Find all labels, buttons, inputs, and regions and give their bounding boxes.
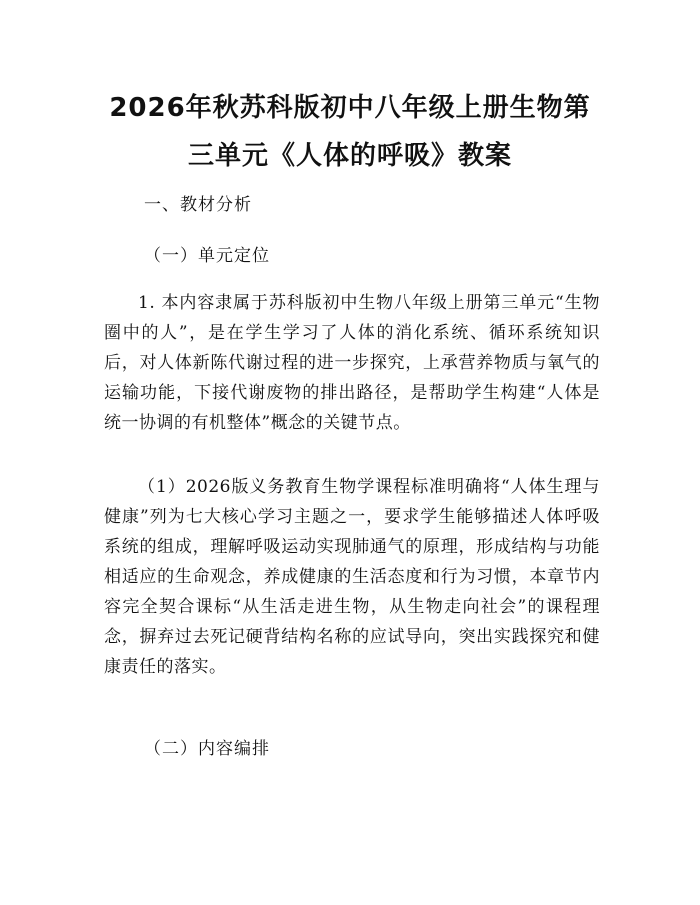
document-title: 2026年秋苏科版初中八年级上册生物第三单元《人体的呼吸》教案 (109, 93, 591, 171)
paragraph-curriculum-standard: （1）2026版义务教育生物学课程标准明确将“人体生理与健康”列为七大核心学习主题之一，要求学生能够描述人体呼吸系统的组成，理解呼吸运动实现肺通气的原理，形成结构与功能相适应的生命观念，养成健康的生活态度和行为习惯，本章节内容完全契合课标“从生活走进生物，从生物走向社会”的课程理念，摒弃过去死记硬背结构名称的应试导向，突出实践探究和健康责任的落实。 (104, 477, 600, 677)
section-heading-textbook-analysis: 一、教材分析 (144, 195, 252, 215)
paragraph-unit-positioning: 1. 本内容隶属于苏科版初中生物八年级上册第三单元“生物圈中的人”，是在学生学习了人体的消化系统、循环系统知识后，对人体新陈代谢过程的进一步探究，上承营养物质与氧气的运输功能，下接代谢废物的排出路径，是帮助学生构建“人体是统一协调的有机整体”概念的关键节点。 (104, 293, 600, 433)
subsection-heading-unit-positioning: （一）单元定位 (144, 246, 270, 266)
subsection-heading-content-arrangement: （二）内容编排 (144, 739, 270, 759)
